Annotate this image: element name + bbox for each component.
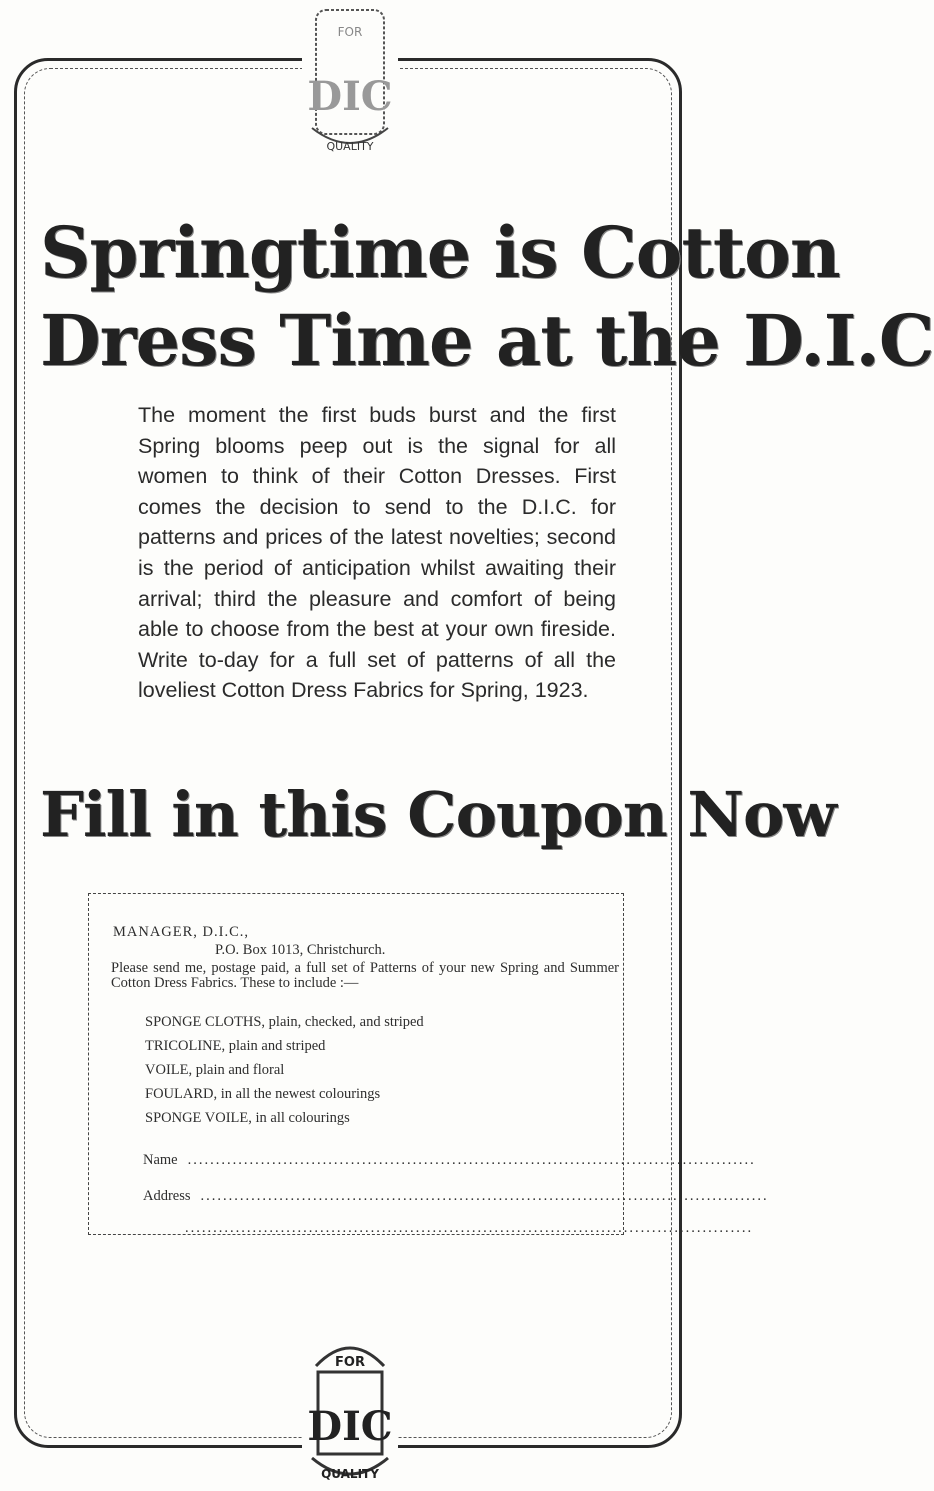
order-coupon [88, 893, 769, 1236]
svg-text:DIC: DIC [307, 73, 393, 120]
svg-text:QUALITY: QUALITY [326, 140, 374, 153]
address-dotted-line: ..................................................................................................... [200, 1188, 769, 1204]
svg-text:QUALITY: QUALITY [321, 1467, 379, 1481]
dic-emblem-top [302, 0, 398, 160]
coupon-item: TRICOLINE, plain and striped [145, 1038, 326, 1054]
coupon-recipient: MANAGER, D.I.C., [113, 924, 250, 940]
dic-quality-seal [302, 0, 398, 160]
coupon-item: FOULARD, in all the newest colourings [145, 1086, 381, 1102]
coupon-postal-address: P.O. Box 1013, Christchurch. [215, 942, 386, 958]
address-field[interactable] [143, 1188, 769, 1205]
address-label: Address [143, 1188, 191, 1204]
body-paragraph: The moment the first buds burst and the first Spring blooms peep out is the signal for all women to think of their Cotton Dresses. First comes the decision to send to the D.I.C. for patterns and prices of the latest novelties; second is the period of anticipation whilst awaiting their arrival; third the pleasure and comfort of being able to choose from the best at your own fireside. Write to-day for a full set of patterns of all the loveliest Cotton Dress Fabrics for Spring, 1923. [138, 403, 616, 703]
svg-text:DIC: DIC [307, 1403, 393, 1450]
address-second-line[interactable]: ..................................................................................................... [185, 1220, 754, 1236]
coupon-request-text: Please send me, postage paid, a full set of Patterns of your new Spring and Summer Cotton Dress Fabrics. These to include :— [111, 960, 619, 991]
svg-text:FOR: FOR [337, 25, 363, 39]
coupon-item: VOILE, plain and floral [145, 1062, 285, 1078]
name-label: Name [143, 1152, 178, 1168]
dic-quality-seal [302, 1326, 398, 1488]
coupon-item: SPONGE VOILE, in all colourings [145, 1110, 350, 1126]
svg-text:FOR: FOR [335, 1355, 365, 1370]
coupon-item: SPONGE CLOTHS, plain, checked, and striped [145, 1014, 424, 1030]
name-field[interactable] [143, 1152, 756, 1169]
headline-line-2: Dress Time at the D.I.C [40, 299, 934, 382]
coupon-heading: Fill in this Coupon Now [40, 778, 836, 851]
headline-line-1: Springtime is Cotton [40, 211, 840, 294]
dic-emblem-bottom [302, 1326, 398, 1488]
name-dotted-line: ..................................................................................................... [187, 1152, 756, 1168]
